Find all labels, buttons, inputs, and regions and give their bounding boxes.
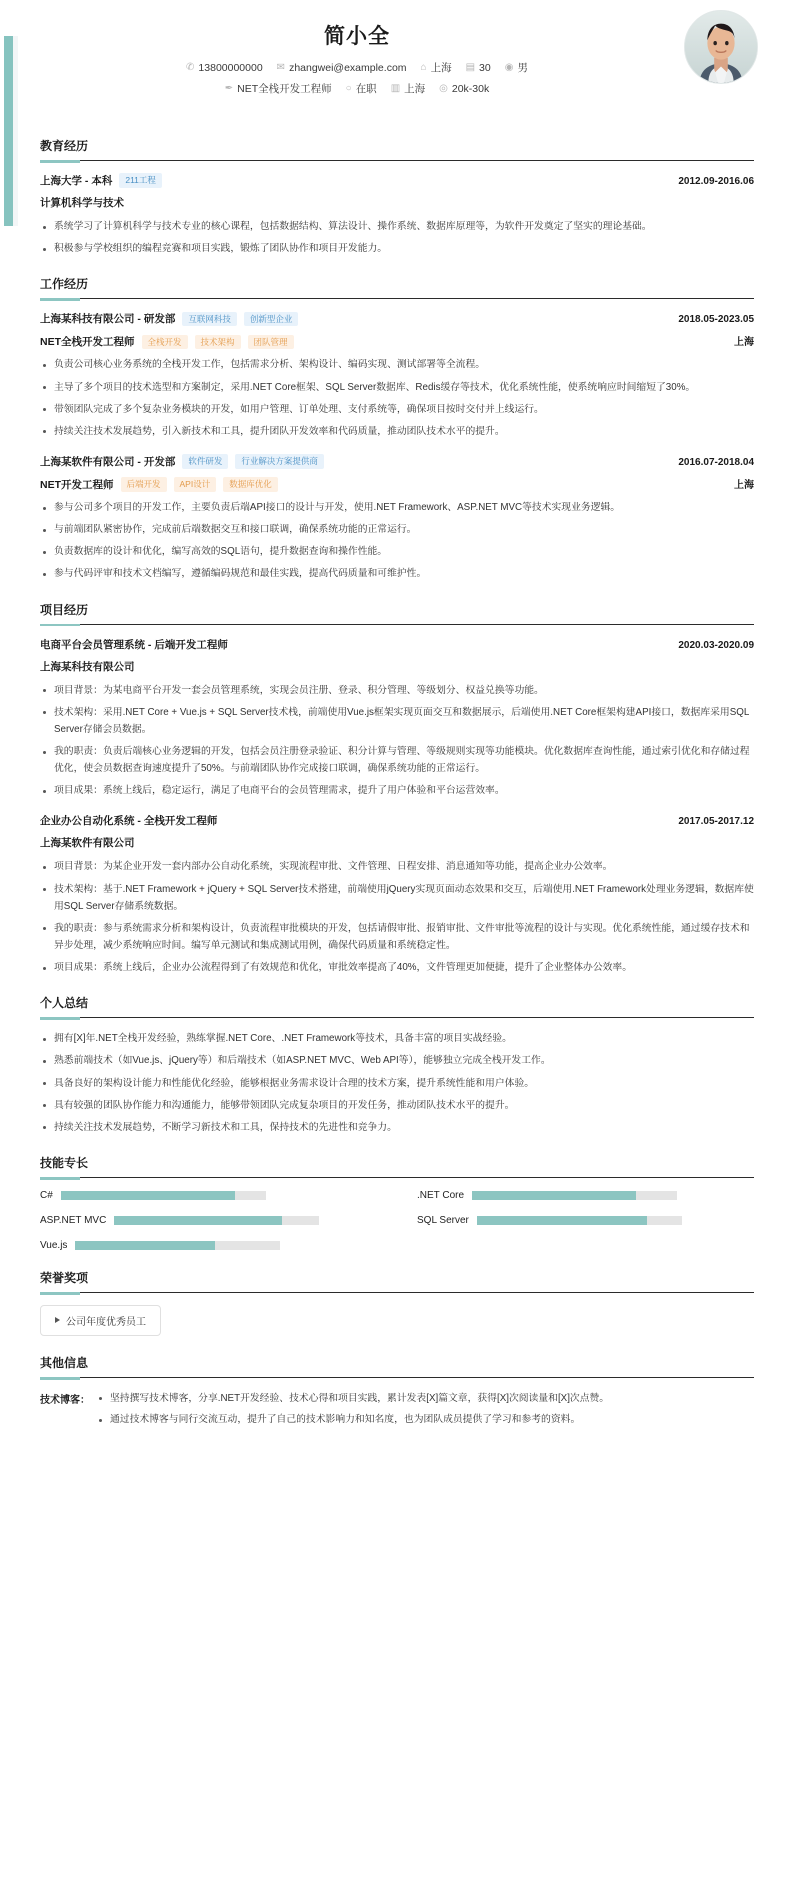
education-list bbox=[40, 173, 754, 257]
project-bullets bbox=[40, 682, 754, 800]
bullet-item: 我的职责：参与系统需求分析和架构设计，负责流程审批模块的开发，包括请假审批、报销审批、文件审批等流程的设计与实现。优化系统性能，通过缓存技术和异步处理，减少系统响应时间。编写单元测试和集成测试用例，确保代码质量和系统稳定性。 bbox=[40, 920, 754, 954]
avatar bbox=[684, 10, 758, 84]
skill-bar-track bbox=[75, 1241, 280, 1250]
skill-row bbox=[417, 1215, 754, 1226]
tag-blue: 行业解决方案提供商 bbox=[235, 454, 324, 469]
skill-bar-fill bbox=[114, 1216, 282, 1225]
skill-name: C# bbox=[40, 1189, 53, 1201]
project-entry-header bbox=[40, 637, 754, 652]
project-entry bbox=[40, 813, 754, 976]
meta-item bbox=[421, 62, 452, 75]
home-icon: ⌂ bbox=[420, 62, 427, 74]
bullet-item: 负责公司核心业务系统的全栈开发工作，包括需求分析、架构设计、编码实现、测试部署等全流程。 bbox=[40, 356, 754, 373]
meta-item-text: 上海 bbox=[430, 62, 452, 74]
skill-bar-track bbox=[472, 1191, 677, 1200]
education-entry bbox=[40, 173, 754, 257]
awards-list bbox=[40, 1305, 754, 1336]
section-title-work: 工作经历 bbox=[40, 275, 754, 299]
meta-item-text: 13800000000 bbox=[198, 62, 263, 74]
bullet-item: 与前端团队紧密协作，完成前后端数据交互和接口联调，确保系统功能的正常运行。 bbox=[40, 521, 754, 538]
school-name: 上海大学 - 本科 bbox=[40, 175, 113, 188]
bullet-item: 技术架构：基于.NET Framework + jQuery + SQL Server技术搭建，前端使用jQuery实现页面动态效果和交互，后端使用.NET Framework处理业务逻辑，数据库使用SQL Server存储系统数据。 bbox=[40, 881, 754, 915]
meta-item-text: 20k-30k bbox=[451, 82, 490, 95]
project-left bbox=[40, 813, 217, 828]
bullet-item: 参与代码评审和技术文档编写，遵循编码规范和最佳实践，提高代码质量和可维护性。 bbox=[40, 565, 754, 582]
section-other bbox=[0, 1354, 794, 1458]
project-entry-header bbox=[40, 813, 754, 828]
project-date: 2020.03-2020.09 bbox=[678, 639, 754, 651]
work-entry-position-row bbox=[40, 333, 754, 349]
skill-row bbox=[40, 1240, 377, 1251]
bullet-item: 项目背景：为某电商平台开发一套会员管理系统，实现会员注册、登录、积分管理、等级划分、权益兑换等功能。 bbox=[40, 682, 754, 699]
position-name: NET全栈开发工程师 bbox=[40, 336, 135, 349]
skills-grid bbox=[40, 1190, 754, 1251]
work-date: 2018.05-2023.05 bbox=[678, 314, 754, 326]
education-date: 2012.09-2016.06 bbox=[678, 176, 754, 188]
position-name: NET开发工程师 bbox=[40, 479, 114, 492]
meta-item bbox=[186, 62, 263, 75]
work-company-left bbox=[40, 311, 298, 326]
bullet-item: 具有较强的团队协作能力和沟通能力，能够带领团队完成复杂项目的开发任务，推动团队技术水平的提升。 bbox=[40, 1097, 754, 1114]
bullet-item: 项目背景：为某企业开发一套内部办公自动化系统，实现流程审批、文件管理、日程安排、消息通知等功能，提高企业办公效率。 bbox=[40, 858, 754, 875]
bullet-item: 持续关注技术发展趋势，引入新技术和工具，提升团队开发效率和代码质量，推动团队技术水平的提升。 bbox=[40, 423, 754, 440]
gender-icon: ◉ bbox=[504, 62, 514, 74]
tag-blue: 软件研发 bbox=[182, 454, 228, 469]
bullet-item: 坚持撰写技术博客，分享.NET开发经验、技术心得和项目实践，累计发表[X]篇文章，获得[X]次阅读量和[X]次点赞。 bbox=[96, 1390, 754, 1407]
meta-item bbox=[439, 83, 489, 96]
summary-bullets bbox=[40, 1030, 754, 1136]
tag-blue: 创新型企业 bbox=[244, 312, 299, 327]
bullet-item: 项目成果：系统上线后，稳定运行，满足了电商平台的会员管理需求，提升了用户体验和平台运营效率。 bbox=[40, 782, 754, 799]
meta-item-text: 男 bbox=[517, 62, 528, 74]
section-work bbox=[0, 275, 794, 582]
bullet-item: 带领团队完成了多个复杂业务模块的开发，如用户管理、订单处理、支付系统等，确保项目按时交付并上线运行。 bbox=[40, 401, 754, 418]
project-name: 电商平台会员管理系统 - 后端开发工程师 bbox=[40, 638, 228, 651]
section-title-other: 其他信息 bbox=[40, 1354, 754, 1378]
email-icon: ✉ bbox=[276, 62, 286, 74]
bullet-item: 我的职责：负责后端核心业务逻辑的开发，包括会员注册登录验证、积分计算与管理、等级规则实现等功能模块。优化数据库查询性能，通过索引优化和存储过程优化，使会员数据查询速度提升了50%。与前端团队协作完成接口联调，确保系统功能的正常运行。 bbox=[40, 743, 754, 777]
meta-item bbox=[505, 62, 528, 75]
skill-row bbox=[40, 1190, 377, 1201]
section-skills bbox=[0, 1154, 794, 1251]
section-awards bbox=[0, 1269, 794, 1336]
skill-bar-track bbox=[61, 1191, 266, 1200]
project-date: 2017.05-2017.12 bbox=[678, 816, 754, 828]
meta-item-text: NET全栈开发工程师 bbox=[237, 82, 332, 95]
work-list bbox=[40, 311, 754, 582]
job-meta-row bbox=[40, 83, 754, 96]
section-projects bbox=[0, 601, 794, 977]
skill-row bbox=[417, 1190, 754, 1201]
meta-item bbox=[277, 62, 407, 75]
project-list bbox=[40, 637, 754, 977]
bullet-item: 拥有[X]年.NET全栈开发经验，熟练掌握.NET Core、.NET Framework等技术，具备丰富的项目实战经验。 bbox=[40, 1030, 754, 1047]
section-title-skills: 技能专长 bbox=[40, 1154, 754, 1178]
candidate-name: 简小全 bbox=[324, 25, 390, 48]
award-chip[interactable] bbox=[40, 1305, 161, 1336]
project-company: 上海某软件有限公司 bbox=[40, 837, 135, 850]
section-title-education: 教育经历 bbox=[40, 137, 754, 161]
phone-icon: ✆ bbox=[186, 62, 195, 74]
work-position-left bbox=[40, 477, 278, 492]
skill-bar-fill bbox=[75, 1241, 214, 1250]
company-name: 上海某科技有限公司 - 研发部 bbox=[40, 313, 176, 326]
bullet-item: 持续关注技术发展趋势，不断学习新技术和工具，保持技术的先进性和竞争力。 bbox=[40, 1119, 754, 1136]
bullet-item: 通过技术博客与同行交流互动，提升了自己的技术影响力和知名度，也为团队成员提供了学习和参考的资料。 bbox=[96, 1411, 754, 1428]
project-left bbox=[40, 637, 228, 652]
tag-blue: 211工程 bbox=[119, 173, 162, 188]
meta-item-text: zhangwei@example.com bbox=[289, 62, 407, 74]
skill-bar-track bbox=[114, 1216, 319, 1225]
section-title-awards: 荣誉奖项 bbox=[40, 1269, 754, 1293]
work-position-left bbox=[40, 334, 294, 349]
skill-name: .NET Core bbox=[417, 1189, 465, 1201]
section-title-summary: 个人总结 bbox=[40, 994, 754, 1018]
work-entry-company-row bbox=[40, 454, 754, 469]
meta-item bbox=[391, 83, 425, 96]
bullet-item: 主导了多个项目的技术选型和方案制定，采用.NET Core框架、SQL Server数据库、Redis缓存等技术，优化系统性能，使系统响应时间缩短了30%。 bbox=[40, 379, 754, 396]
award-label: 公司年度优秀员工 bbox=[66, 1316, 146, 1328]
resume-header bbox=[0, 0, 794, 119]
project-name: 企业办公自动化系统 - 全栈开发工程师 bbox=[40, 815, 218, 828]
education-bullets bbox=[40, 218, 754, 257]
bullet-item: 积极参与学校组织的编程竞赛和项目实践，锻炼了团队协作和项目开发能力。 bbox=[40, 240, 754, 257]
education-entry-header bbox=[40, 173, 754, 188]
skill-name: SQL Server bbox=[417, 1214, 469, 1226]
tag-orange: 数据库优化 bbox=[223, 477, 278, 492]
meta-item bbox=[225, 83, 332, 96]
other-info-body bbox=[96, 1390, 754, 1432]
other-info-label: 技术博客： bbox=[40, 1394, 90, 1406]
contact-meta-row bbox=[40, 62, 754, 75]
bullet-item: 技术架构：采用.NET Core + Vue.js + SQL Server技术栈，前端使用Vue.js框架实现页面交互和数据展示，后端使用.NET Core框架构建API接口，数据库采用SQL Server存储会员数据。 bbox=[40, 704, 754, 738]
salary-icon: ◎ bbox=[439, 82, 448, 94]
play-triangle-icon bbox=[55, 1317, 60, 1323]
position-icon: ✒ bbox=[224, 82, 234, 94]
bullet-item: 熟悉前端技术（如Vue.js、jQuery等）和后端技术（如ASP.NET MVC、Web API等），能够独立完成全栈开发工作。 bbox=[40, 1052, 754, 1069]
tag-orange: 全栈开发 bbox=[142, 335, 188, 350]
work-entry-position-row bbox=[40, 476, 754, 492]
age-icon: ▤ bbox=[465, 62, 476, 74]
work-bullets bbox=[40, 356, 754, 440]
meta-item-text: 上海 bbox=[404, 82, 426, 95]
project-entry bbox=[40, 637, 754, 800]
tag-orange: 团队管理 bbox=[248, 335, 294, 350]
other-info-row bbox=[40, 1390, 754, 1432]
tag-blue: 互联网科技 bbox=[182, 312, 237, 327]
skill-bar-fill bbox=[61, 1191, 235, 1200]
meta-item bbox=[346, 83, 377, 96]
skill-row bbox=[40, 1215, 377, 1226]
bullet-item: 具备良好的架构设计能力和性能优化经验，能够根据业务需求设计合理的技术方案，提升系统性能和用户体验。 bbox=[40, 1075, 754, 1092]
skill-bar-fill bbox=[477, 1216, 647, 1225]
work-company-left bbox=[40, 454, 324, 469]
section-title-projects: 项目经历 bbox=[40, 601, 754, 625]
work-date: 2016.07-2018.04 bbox=[678, 457, 754, 469]
work-bullets bbox=[40, 499, 754, 583]
project-company: 上海某科技有限公司 bbox=[40, 660, 135, 673]
skill-name: Vue.js bbox=[40, 1239, 68, 1251]
meta-item bbox=[466, 62, 491, 75]
work-entry-company-row bbox=[40, 311, 754, 326]
tag-orange: 技术架构 bbox=[195, 335, 241, 350]
section-summary bbox=[0, 994, 794, 1136]
location-icon: ▥ bbox=[390, 82, 401, 94]
section-education bbox=[0, 137, 794, 257]
bullet-item: 项目成果：系统上线后，企业办公流程得到了有效规范和优化，审批效率提高了40%，文件管理更加便捷，提升了企业整体办公效率。 bbox=[40, 959, 754, 976]
bullet-item: 参与公司多个项目的开发工作，主要负责后端API接口的设计与开发，使用.NET Framework、ASP.NET MVC等技术实现业务逻辑。 bbox=[40, 499, 754, 516]
meta-item-text: 在职 bbox=[355, 82, 377, 95]
other-bullets bbox=[96, 1390, 754, 1428]
work-entry bbox=[40, 311, 754, 440]
work-entry bbox=[40, 454, 754, 583]
bullet-item: 负责数据库的设计和优化，编写高效的SQL语句，提升数据查询和操作性能。 bbox=[40, 543, 754, 560]
work-location: 上海 bbox=[734, 480, 754, 492]
work-location: 上海 bbox=[734, 337, 754, 349]
project-bullets bbox=[40, 858, 754, 976]
major-name: 计算机科学与技术 bbox=[40, 197, 124, 210]
skill-name: ASP.NET MVC bbox=[40, 1214, 107, 1226]
education-entry-left bbox=[40, 173, 162, 188]
avatar-photo-icon bbox=[685, 11, 757, 83]
company-name: 上海某软件有限公司 - 开发部 bbox=[40, 456, 176, 469]
skill-bar-fill bbox=[472, 1191, 636, 1200]
meta-item-text: 30 bbox=[479, 62, 491, 74]
bullet-item: 系统学习了计算机科学与技术专业的核心课程，包括数据结构、算法设计、操作系统、数据库原理等，为软件开发奠定了坚实的理论基础。 bbox=[40, 218, 754, 235]
status-icon: ○ bbox=[345, 82, 352, 94]
tag-orange: 后端开发 bbox=[121, 477, 167, 492]
skill-bar-track bbox=[477, 1216, 682, 1225]
tag-orange: API设计 bbox=[174, 477, 217, 492]
